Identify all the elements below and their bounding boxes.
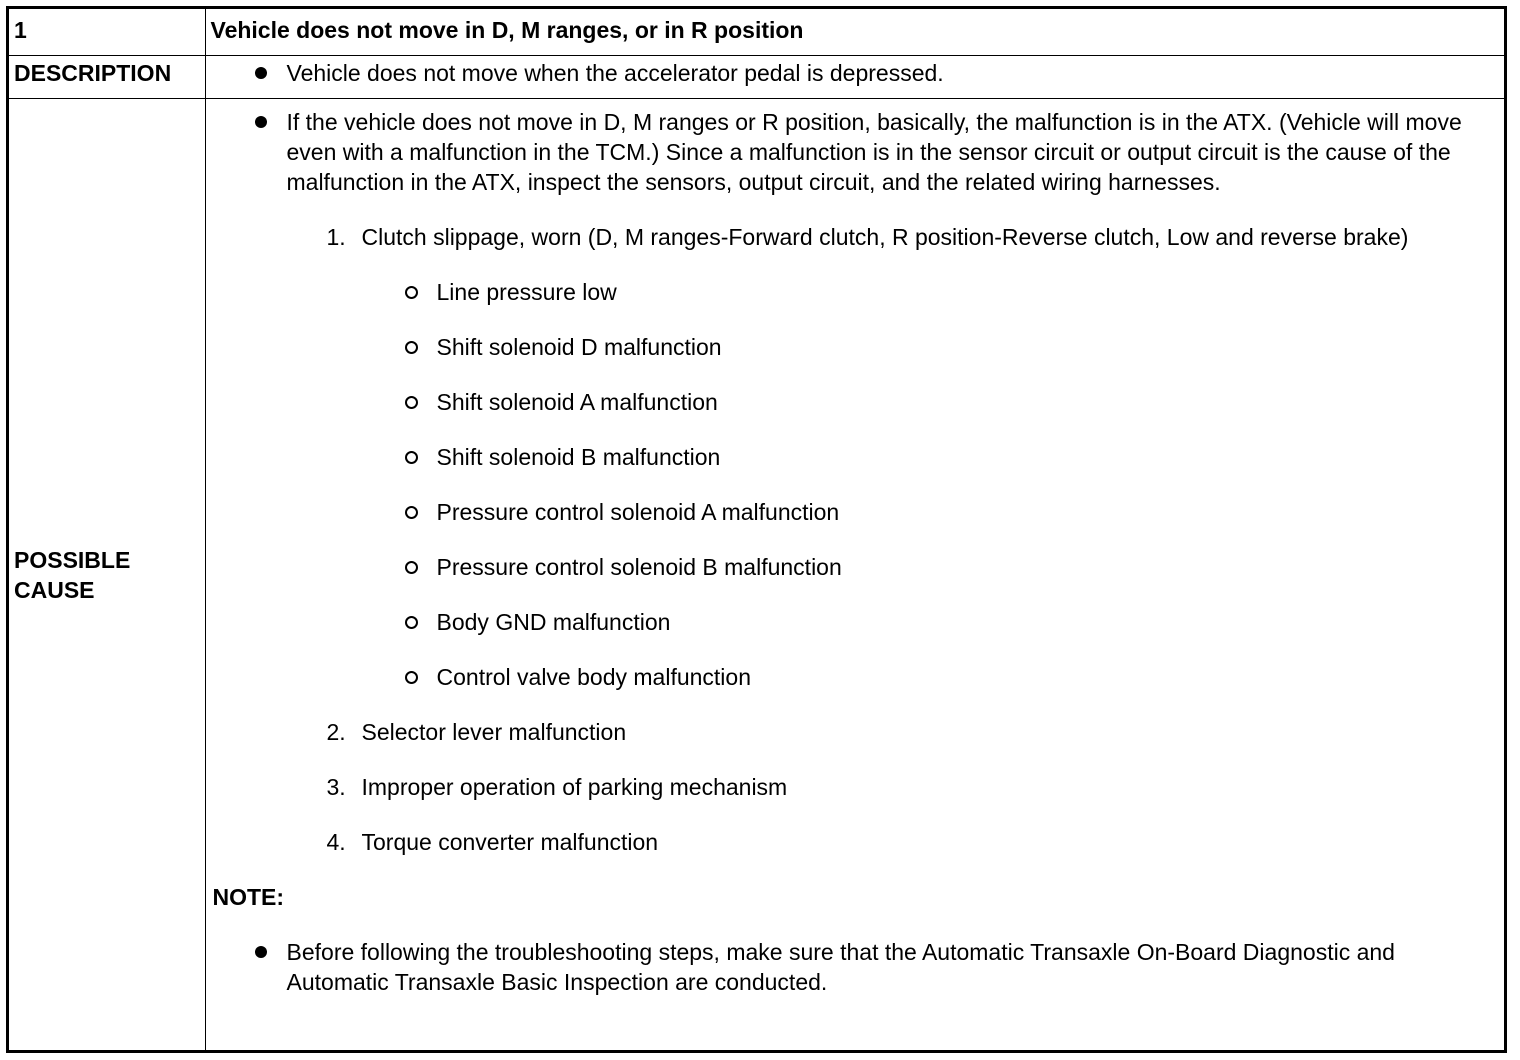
sub-item — [211, 607, 1505, 637]
sub-item — [211, 387, 1505, 417]
description-text: Vehicle does not move when the accelerator pedal is depressed. — [286, 60, 944, 86]
hollow-bullet-icon — [405, 671, 418, 684]
note-text: Before following the troubleshooting steps, make sure that the Automatic Transaxle On-Board Diagnostic and Automatic Transaxle Basic Inspection are conducted. — [286, 939, 1395, 995]
sub-item — [211, 552, 1505, 582]
cause-item-4 — [211, 827, 1505, 857]
sub-item — [211, 662, 1505, 692]
cause-item-3 — [211, 772, 1505, 802]
hollow-bullet-icon — [405, 451, 418, 464]
sub-item — [211, 442, 1505, 472]
possible-cause-label-line1: POSSIBLE — [14, 546, 131, 573]
sub-item — [211, 497, 1505, 527]
possible-cause-label-line2: CAUSE — [14, 576, 95, 603]
description-row — [9, 56, 1504, 99]
bullet-icon — [255, 67, 267, 79]
sub-item-text: Shift solenoid B malfunction — [436, 444, 721, 470]
hollow-bullet-icon — [405, 341, 418, 354]
hollow-bullet-icon — [405, 286, 418, 299]
cause-item-number: 2. — [326, 719, 346, 745]
possible-cause-row — [9, 99, 1504, 1051]
hollow-bullet-icon — [405, 506, 418, 519]
sub-item-text: Shift solenoid D malfunction — [436, 334, 722, 360]
sub-item-text: Body GND malfunction — [436, 609, 671, 635]
description-bullet — [211, 58, 1505, 88]
description-label: DESCRIPTION — [9, 56, 205, 99]
sub-item-text: Pressure control solenoid B malfunction — [436, 554, 842, 580]
sub-item-text: Shift solenoid A malfunction — [436, 389, 718, 415]
possible-cause-content — [205, 99, 1504, 1051]
header-row — [9, 9, 1504, 56]
hollow-bullet-icon — [405, 561, 418, 574]
sub-item-text: Control valve body malfunction — [436, 664, 751, 690]
cause-item-text: Improper operation of parking mechanism — [361, 774, 788, 800]
hollow-bullet-icon — [405, 616, 418, 629]
sub-item — [211, 277, 1505, 307]
cause-item-2 — [211, 717, 1505, 747]
cause-intro-bullet — [211, 107, 1505, 197]
note-bullet — [211, 937, 1505, 997]
hollow-bullet-icon — [405, 396, 418, 409]
cause-item-1 — [211, 222, 1505, 252]
cause-intro-text: If the vehicle does not move in D, M ranges or R position, basically, the malfunction is in the ATX. (Vehicle will move even with a malfunction in the TCM.) Since a malfunction is in the sensor circuit or output circuit is the cause of the malfunction in the ATX, inspect the sensors, output circuit, and the related wiring harnesses. — [286, 109, 1462, 195]
cause-item-text: Selector lever malfunction — [361, 719, 627, 745]
description-content — [205, 56, 1504, 99]
troubleshooting-table-frame — [6, 6, 1507, 1053]
bullet-icon — [255, 946, 267, 958]
possible-cause-label — [9, 99, 205, 1051]
sub-item-text: Pressure control solenoid A malfunction — [436, 499, 840, 525]
sub-item-text: Line pressure low — [436, 279, 617, 305]
cause-item-text: Torque converter malfunction — [361, 829, 659, 855]
symptom-title: Vehicle does not move in D, M ranges, or in R position — [205, 9, 1504, 56]
sub-item — [211, 332, 1505, 362]
cause-item-number: 4. — [326, 829, 346, 855]
note-label: NOTE: — [212, 884, 285, 910]
step-number: 1 — [9, 9, 205, 56]
bullet-icon — [255, 116, 267, 128]
cause-item-text: Clutch slippage, worn (D, M ranges-Forward clutch, R position-Reverse clutch, Low and reverse brake) — [361, 224, 1409, 250]
troubleshooting-table — [9, 9, 1504, 1050]
cause-item-number: 3. — [326, 774, 346, 800]
cause-item-number: 1. — [326, 224, 346, 250]
